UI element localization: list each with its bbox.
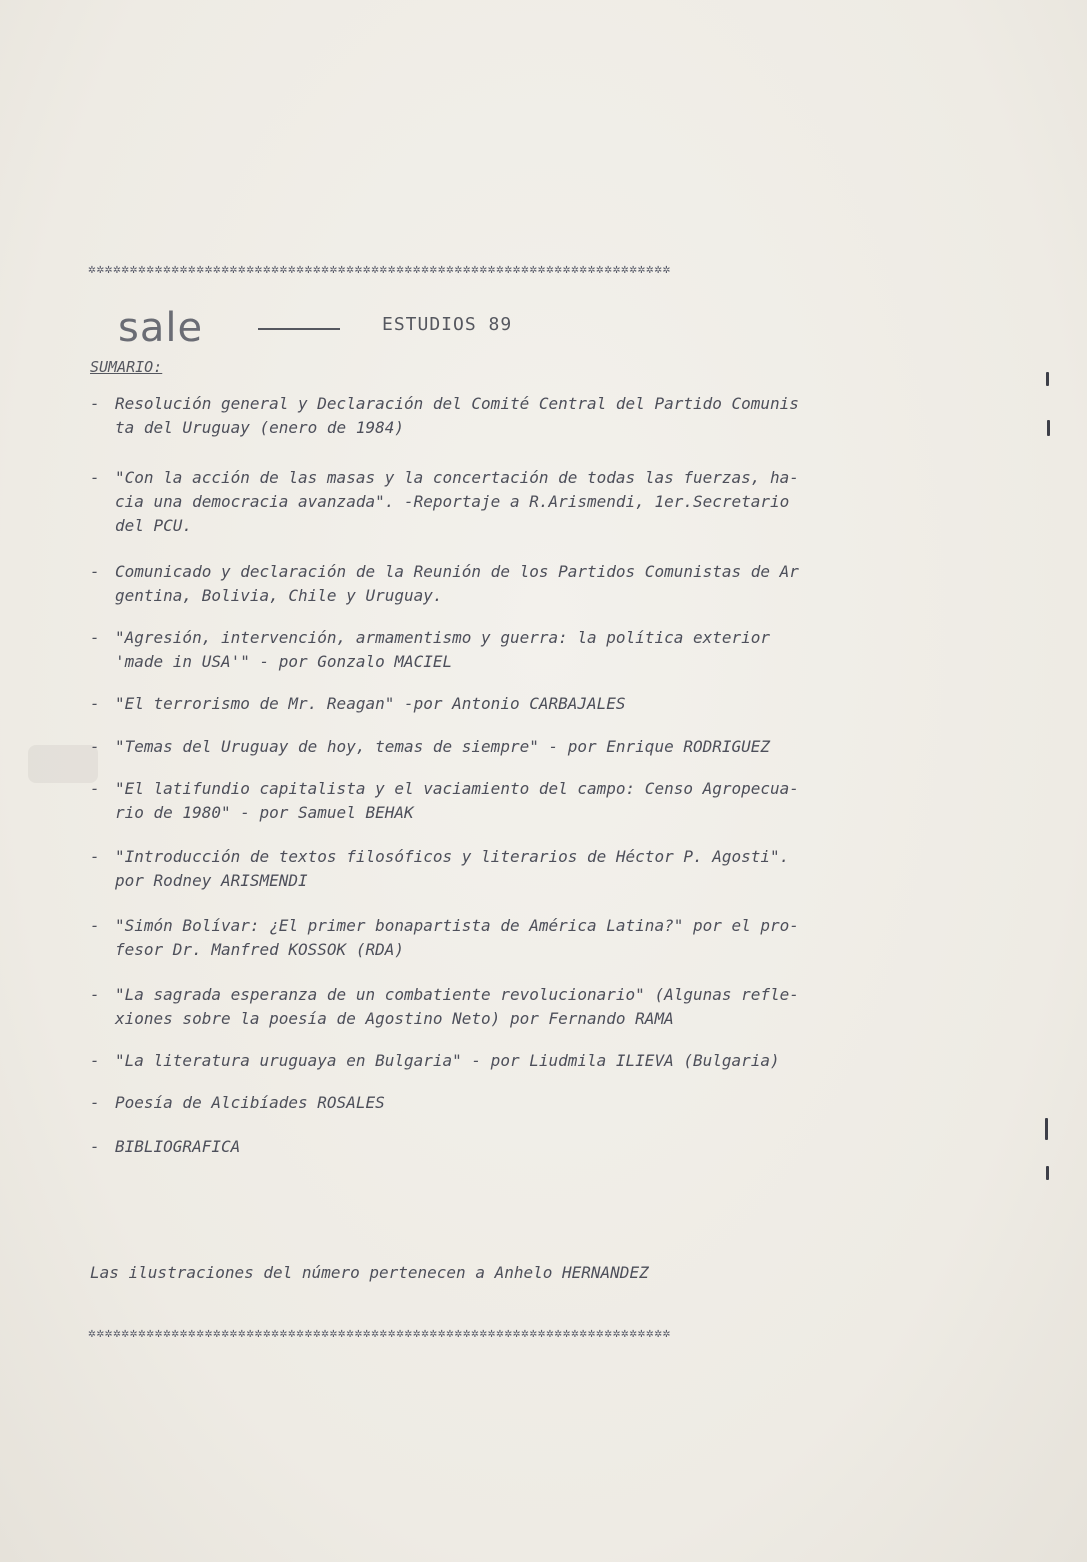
margin-mark	[1047, 420, 1050, 436]
list-item	[90, 626, 970, 674]
list-item	[90, 1135, 970, 1159]
bottom-separator: ✲✲✲✲✲✲✲✲✲✲✲✲✲✲✲✲✲✲✲✲✲✲✲✲✲✲✲✲✲✲✲✲✲✲✲✲✲✲✲✲✲✲✲✲✲✲✲✲✲✲✲✲✲✲✲✲✲✲✲✲✲✲✲✲✲✲✲✲✲✲	[88, 1326, 671, 1341]
item-line: "Con la acción de las masas y la concertación de todas las fuerzas, ha-	[115, 468, 799, 487]
contents-list	[90, 392, 970, 1159]
list-item	[90, 914, 970, 962]
item-dash: -	[90, 1051, 100, 1070]
item-line: "Introducción de textos filosóficos y literarios de Héctor P. Agosti".	[115, 847, 790, 866]
item-line: por Rodney ARISMENDI	[115, 871, 308, 890]
item-line: "Agresión, intervención, armamentismo y guerra: la política exterior	[115, 628, 771, 647]
item-dash: -	[90, 916, 100, 935]
list-item	[90, 692, 970, 716]
item-dash: -	[90, 394, 100, 413]
margin-mark	[1045, 1118, 1048, 1140]
sale-label: sale	[118, 305, 204, 351]
item-line: xiones sobre la poesía de Agostino Neto) por Fernando RAMA	[115, 1009, 674, 1028]
sale-dash-line	[258, 328, 340, 330]
item-line: Poesía de Alcibíades ROSALES	[115, 1093, 385, 1112]
list-item	[90, 735, 970, 759]
list-item	[90, 983, 970, 1031]
item-dash: -	[90, 985, 100, 1004]
item-line: ta del Uruguay (enero de 1984)	[115, 418, 404, 437]
item-line: "La literatura uruguaya en Bulgaria" - por Liudmila ILIEVA (Bulgaria)	[115, 1051, 780, 1070]
list-item	[90, 1091, 970, 1115]
item-line: fesor Dr. Manfred KOSSOK (RDA)	[115, 940, 404, 959]
item-line: "Simón Bolívar: ¿El primer bonapartista de América Latina?" por el pro-	[115, 916, 799, 935]
item-dash: -	[90, 847, 100, 866]
item-line: "Temas del Uruguay de hoy, temas de siempre" - por Enrique RODRIGUEZ	[115, 737, 771, 756]
list-item	[90, 466, 970, 538]
item-line: Comunicado y declaración de la Reunión de los Partidos Comunistas de Ar	[115, 562, 799, 581]
item-dash: -	[90, 562, 100, 581]
item-line: "El terrorismo de Mr. Reagan" -por Antonio CARBAJALES	[115, 694, 626, 713]
list-item	[90, 777, 970, 825]
item-dash: -	[90, 779, 100, 798]
item-dash: -	[90, 628, 100, 647]
item-line: 'made in USA'" - por Gonzalo MACIEL	[115, 652, 453, 671]
paper-smudge	[28, 745, 98, 783]
list-item	[90, 845, 970, 893]
issue-title: ESTUDIOS 89	[382, 314, 513, 335]
sumario-heading: SUMARIO:	[90, 358, 163, 376]
list-item	[90, 392, 970, 440]
item-line: "El latifundio capitalista y el vaciamiento del campo: Censo Agropecua-	[115, 779, 799, 798]
margin-mark	[1046, 1166, 1049, 1180]
item-line: del PCU.	[115, 516, 193, 535]
item-line: Resolución general y Declaración del Comité Central del Partido Comunis	[115, 394, 799, 413]
item-dash: -	[90, 1093, 100, 1112]
item-dash: -	[90, 468, 100, 487]
list-item	[90, 560, 970, 608]
list-item	[90, 1049, 970, 1073]
item-line: rio de 1980" - por Samuel BEHAK	[115, 803, 414, 822]
item-line: BIBLIOGRAFICA	[115, 1137, 241, 1156]
item-line: cia una democracia avanzada". -Reportaje a R.Arismendi, 1er.Secretario	[115, 492, 790, 511]
item-line: "La sagrada esperanza de un combatiente revolucionario" (Algunas refle-	[115, 985, 799, 1004]
illustrations-credit: Las ilustraciones del número pertenecen a Anhelo HERNANDEZ	[90, 1263, 649, 1282]
item-dash: -	[90, 694, 100, 713]
margin-mark	[1046, 372, 1049, 386]
item-dash: -	[90, 737, 100, 756]
top-separator: ✲✲✲✲✲✲✲✲✲✲✲✲✲✲✲✲✲✲✲✲✲✲✲✲✲✲✲✲✲✲✲✲✲✲✲✲✲✲✲✲✲✲✲✲✲✲✲✲✲✲✲✲✲✲✲✲✲✲✲✲✲✲✲✲✲✲✲✲✲✲	[88, 262, 671, 277]
item-dash: -	[90, 1137, 100, 1156]
item-line: gentina, Bolivia, Chile y Uruguay.	[115, 586, 443, 605]
